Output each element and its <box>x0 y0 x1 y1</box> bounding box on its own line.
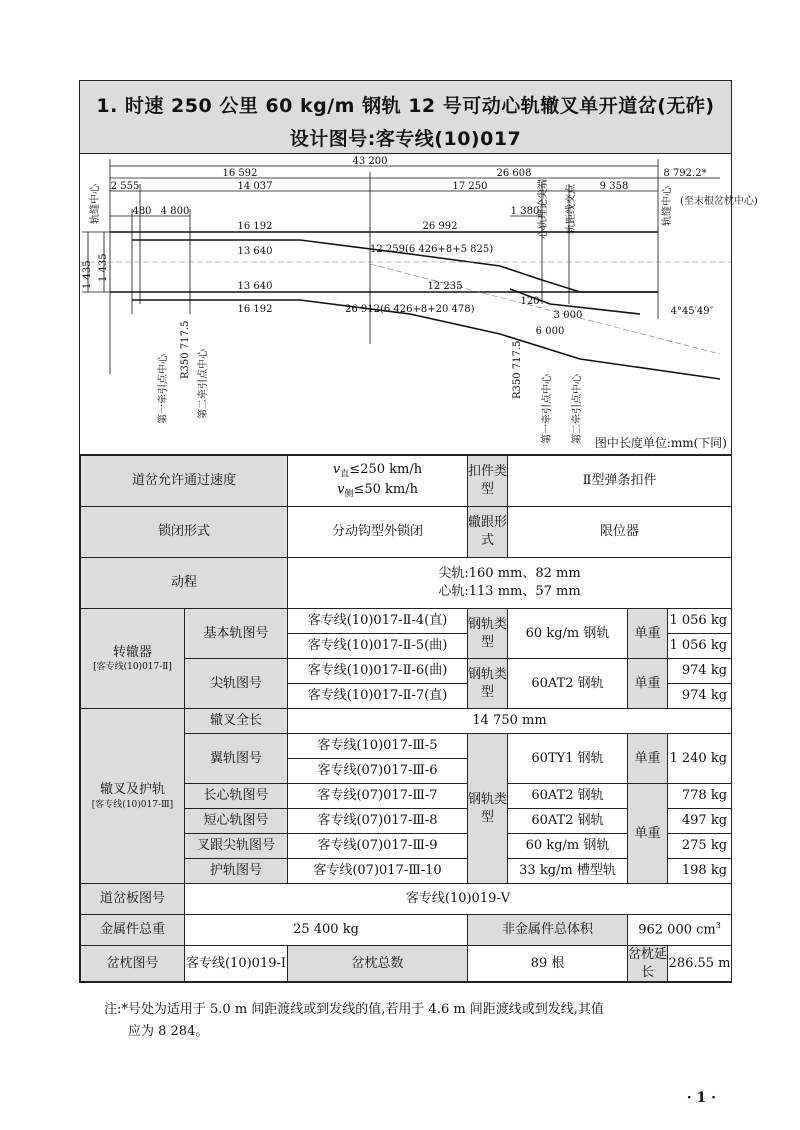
layout-svg <box>80 154 758 454</box>
dim-angle: 4°45′49″ <box>670 306 714 317</box>
page-title: 1. 时速 250 公里 60 kg/m 钢轨 12 号可动心轨辙叉单开道岔(无砟) <box>96 95 715 117</box>
heel-point-label: 叉跟尖轨图号 <box>185 834 288 859</box>
speed-label: 道岔允许通过速度 <box>81 456 288 507</box>
dim-curve-upper-b: 12 259(6 426+8+5 825) <box>370 244 494 255</box>
dim-tail: 8 792.2* <box>663 168 707 179</box>
long-weight: 778 kg <box>668 784 732 809</box>
point-weight-label: 单重 <box>628 659 668 709</box>
metal-label: 金属件总重 <box>81 915 185 946</box>
footnote <box>104 999 744 1043</box>
short-weight: 497 kg <box>668 809 732 834</box>
point-weight-1: 974 kg <box>668 659 732 684</box>
stock-rail-1: 客专线(10)017-Ⅱ-4(直) <box>288 609 468 634</box>
heel-point-weight: 275 kg <box>668 834 732 859</box>
lock-value: 分动钩型外锁闭 <box>288 507 468 558</box>
fastener-label: 扣件类型 <box>468 456 508 507</box>
wing-type: 60TY1 钢轨 <box>508 734 628 784</box>
stroke-values <box>288 558 732 609</box>
dim-total: 43 200 <box>352 156 388 167</box>
switch-label: 转辙器 <box>112 644 152 660</box>
speed-side: $v_侧\le 50$ km/h <box>337 482 418 500</box>
frog-ref: [客专线(10)017-Ⅲ] <box>91 799 174 810</box>
label-rail-cross: 轨距线交点 <box>566 184 577 234</box>
dim-front: 16 592 <box>222 168 258 179</box>
frog-group <box>81 709 185 884</box>
fastener-value: Ⅱ型弹条扣件 <box>508 456 732 507</box>
dim-17250: 17 250 <box>452 181 488 192</box>
dim-radius-a: R350 717.5 <box>180 320 191 379</box>
wing-weight: 1 240 kg <box>668 734 732 784</box>
dim-gauge-a: 1 435 <box>82 260 93 289</box>
dim-straight-upper-a: 16 192 <box>237 221 273 232</box>
label-joint-left: 轨缝中心 <box>90 184 101 224</box>
stock-weight-1: 1 056 kg <box>668 609 732 634</box>
dim-4800: 4 800 <box>160 206 190 217</box>
sleeper-label: 岔枕图号 <box>81 946 185 982</box>
dim-straight-lower-b: 12 235 <box>427 281 463 292</box>
guard-type: 33 kg/m 槽型轨 <box>508 859 628 884</box>
guard-value: 客专线(07)017-Ⅲ-10 <box>288 859 468 884</box>
dim-9358: 9 358 <box>599 181 629 192</box>
sleeper-count-value: 89 根 <box>468 946 628 982</box>
point-rail-label: 尖轨图号 <box>185 659 288 709</box>
label-joint-right-note: (至末根岔枕中心) <box>680 196 758 207</box>
nonmetal-label: 非金属件总体积 <box>468 915 628 946</box>
sleeper-count-label: 岔枕总数 <box>288 946 468 982</box>
label-puller1: 第一牵引点中心 <box>158 354 169 424</box>
footnote-line2: 应为 8 284。 <box>128 1024 209 1039</box>
metal-value: 25 400 kg <box>185 915 468 946</box>
wing-2: 客专线(07)017-Ⅲ-6 <box>288 759 468 784</box>
stroke-switch: 尖轨:160 mm、82 mm <box>438 566 581 582</box>
stock-rail-label: 基本轨图号 <box>185 609 288 659</box>
stock-rail-2: 客专线(10)017-Ⅱ-5(曲) <box>288 634 468 659</box>
stock-weight-label: 单重 <box>628 609 668 659</box>
stroke-frog: 心轨:113 mm、57 mm <box>438 584 581 599</box>
frog-rail-type-label: 钢轨类型 <box>468 734 508 884</box>
stock-weight-2: 1 056 kg <box>668 634 732 659</box>
turnout-sheet <box>79 80 758 983</box>
stock-rail-type: 60 kg/m 钢轨 <box>508 609 628 659</box>
long-value: 客专线(07)017-Ⅲ-7 <box>288 784 468 809</box>
switch-group <box>81 609 185 709</box>
short-label: 短心轨图号 <box>185 809 288 834</box>
switch-ref: [客专线(10)017-Ⅱ] <box>93 662 172 673</box>
speed-straight: $v_直\le 250$ km/h <box>332 462 423 480</box>
dim-radius-b: R350 717.5 <box>512 340 523 399</box>
point-rail-type-label: 钢轨类型 <box>468 659 508 709</box>
long-label: 长心轨图号 <box>185 784 288 809</box>
turnout-layout-drawing <box>80 154 758 455</box>
dim-480: 480 <box>132 206 152 217</box>
dim-curve-upper-a: 13 640 <box>237 246 273 257</box>
sleeper-len-label: 岔枕延长 <box>628 946 668 982</box>
dim-curve-lower-a: 16 192 <box>237 304 273 315</box>
dim-straight-lower-a: 13 640 <box>237 281 273 292</box>
dim-2555: 2 555 <box>110 181 140 192</box>
heel-label: 辙跟形式 <box>468 507 508 558</box>
dim-rear: 26 608 <box>496 168 532 179</box>
label-puller2b: 第二牵引点中心 <box>572 374 583 444</box>
frog-length-label: 辙叉全长 <box>185 709 288 734</box>
dim-curve-lower-b: 26 912(6 426+8+20 478) <box>345 304 475 315</box>
dim-gauge-b: 1 435 <box>98 253 109 282</box>
point-rail-1: 客专线(10)017-Ⅱ-6(曲) <box>288 659 468 684</box>
point-rail-type: 60AT2 钢轨 <box>508 659 628 709</box>
stroke-label: 动程 <box>81 558 288 609</box>
point-rail-2: 客专线(10)017-Ⅱ-7(直) <box>288 684 468 709</box>
short-value: 客专线(07)017-Ⅲ-8 <box>288 809 468 834</box>
nonmetal-value: 962 000 $cm^3$ <box>628 915 732 946</box>
wing-1: 客专线(10)017-Ⅲ-5 <box>288 734 468 759</box>
wing-label: 翼轨图号 <box>185 734 288 784</box>
dim-1380: 1 380 <box>510 206 540 217</box>
dim-straight-upper-b: 26 992 <box>422 221 458 232</box>
title-block <box>80 81 731 154</box>
label-puller2: 第二牵引点中心 <box>198 349 209 419</box>
short-type: 60AT2 钢轨 <box>508 809 628 834</box>
frog-weight-label: 单重 <box>628 784 668 884</box>
frog-length-value: 14 750 mm <box>288 709 732 734</box>
guard-label: 护轨图号 <box>185 859 288 884</box>
long-type: 60AT2 钢轨 <box>508 784 628 809</box>
dim-120: 120 <box>520 296 540 307</box>
lock-label: 锁闭形式 <box>81 507 288 558</box>
heel-point-type: 60 kg/m 钢轨 <box>508 834 628 859</box>
label-joint-right: 轨缝中心 <box>662 186 673 226</box>
plate-value: 客专线(10)019-Ⅴ <box>185 884 732 915</box>
dim-14037: 14 037 <box>237 181 273 192</box>
label-puller1b: 第一牵引点中心 <box>542 374 553 444</box>
design-drawing-number: 设计图号:客专线(10)017 <box>289 128 522 150</box>
sleeper-value: 客专线(10)019-Ⅰ <box>185 946 288 982</box>
stock-rail-type-label: 钢轨类型 <box>468 609 508 659</box>
guard-weight: 198 kg <box>668 859 732 884</box>
dim-3000: 3 000 <box>553 310 583 321</box>
unit-note: 图中长度单位:mm(下同) <box>594 436 727 450</box>
spec-table <box>80 455 732 982</box>
heel-point-value: 客专线(07)017-Ⅲ-9 <box>288 834 468 859</box>
sleeper-len-value: 286.55 m <box>668 946 732 982</box>
speed-values <box>288 456 468 507</box>
point-weight-2: 974 kg <box>668 684 732 709</box>
page-number: · 1 · <box>686 1090 716 1106</box>
frog-label: 辙叉及护轨 <box>99 782 165 798</box>
dim-6000: 6 000 <box>535 326 565 337</box>
heel-value: 限位器 <box>508 507 732 558</box>
footnote-line1: 注:*号处为适用于 5.0 m 间距渡线或到发线的值,若用于 4.6 m 间距渡线或到发线,其值 <box>104 1002 604 1017</box>
wing-weight-label: 单重 <box>628 734 668 784</box>
label-frog-point: 心轨理论尖端 <box>538 179 549 239</box>
plate-label: 道岔板图号 <box>81 884 185 915</box>
